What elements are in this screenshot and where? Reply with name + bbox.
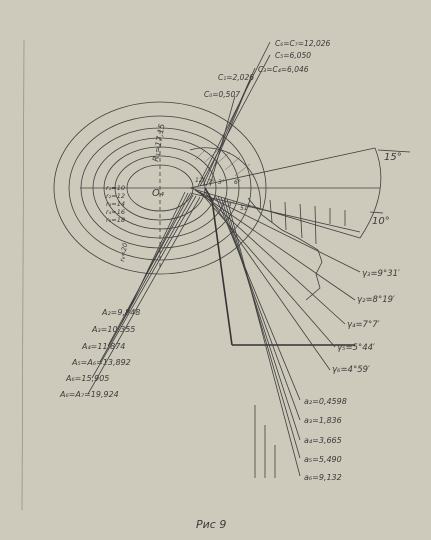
A-label-6: A₆=15,905: [66, 374, 110, 383]
gamma-label-3: γ₃=9°31′: [362, 269, 400, 279]
c-label-1: C₁=2,026: [218, 73, 254, 82]
gamma-label-4: γ₄=7°7′: [347, 320, 380, 330]
A-label-5: A₅=A₆=13,892: [72, 358, 131, 367]
c-label-0: C₀=0,507: [204, 90, 240, 99]
radius-label-r2: r₂=12: [106, 192, 125, 200]
c-label-5: C₅=6,050: [275, 51, 311, 60]
A-label-2: A₂=9,848: [102, 308, 141, 317]
A-label-4: A₄=11,874: [82, 342, 126, 351]
a-label-2: a₂=0,4598: [304, 397, 347, 406]
radius-label-r5: r₅=18: [106, 216, 125, 224]
gamma-label-5: γ₅=5°44′: [337, 343, 375, 353]
radius-label-r4: r₄=16: [106, 208, 125, 216]
gamma-label-6: γ₆=4°59′: [332, 365, 370, 375]
figure-caption: Рис 9: [196, 518, 227, 531]
A-label-3: A₃=10,355: [92, 325, 136, 334]
small-angle-label: 6°: [234, 179, 241, 186]
a-label-3: a₃=1,836: [304, 416, 342, 425]
a-label-5: a₅=5,490: [304, 455, 342, 464]
gamma-label-2: γ₂=8°19′: [357, 295, 395, 305]
a-label-6: a₆=9,132: [304, 473, 342, 482]
small-angle-label: 3°: [228, 201, 235, 208]
center-label: O₄: [152, 188, 164, 199]
angle-label-15: 15°: [384, 152, 402, 163]
radius-label-r1: r₁=10: [106, 184, 125, 192]
c-label-6-7: C₆=C₇=12,026: [275, 39, 331, 48]
radius-label-r6: r₆=20: [118, 242, 130, 263]
angle-label-10: 10°: [372, 216, 390, 227]
A-label-7: A₆=A₇=19,924: [60, 390, 119, 399]
radius-main-label: R₁=17,15: [151, 122, 167, 163]
a-label-4: a₄=3,665: [304, 436, 342, 445]
small-angle-label: 51°: [240, 205, 251, 212]
small-angle-label: 3°: [218, 179, 225, 186]
small-angle-label: 7°: [208, 179, 215, 186]
radius-label-r3: r₃=14: [106, 200, 125, 208]
small-angle-label: 12°: [195, 177, 206, 184]
c-label-3-4: C₃=C₄=6,046: [258, 65, 309, 74]
